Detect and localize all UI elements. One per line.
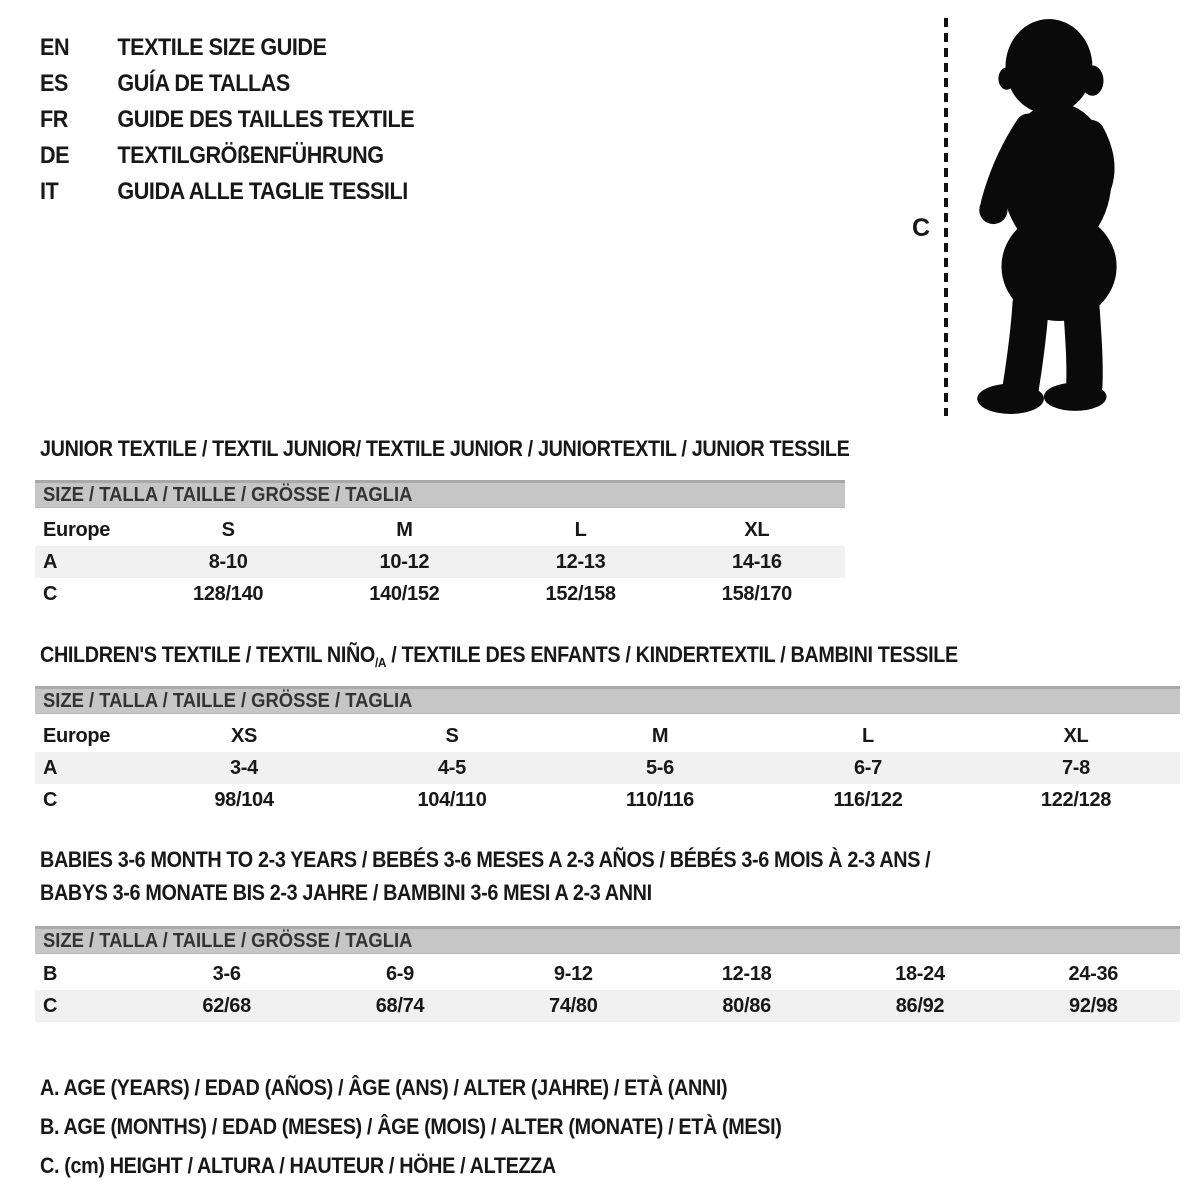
measure-legend <box>40 1068 864 1185</box>
months-value: 9-12 <box>553 962 593 985</box>
size-value: M <box>651 724 669 747</box>
babies-section-title-line2: BABYS 3-6 MONATE BIS 2-3 JAHRE / BAMBINI 3-6 MESI A 2-3 ANNI <box>40 880 652 905</box>
junior-size-table <box>35 480 845 610</box>
legend-age-years: A. AGE (YEARS) / EDAD (AÑOS) / ÂGE (ANS) / ALTER (JAHRE) / ETÀ (ANNI) <box>40 1074 728 1100</box>
height-value: 98/104 <box>214 788 274 811</box>
table-row-months <box>35 958 1180 990</box>
months-value: 6-9 <box>385 962 414 985</box>
months-value: 18-24 <box>895 962 945 985</box>
children-section-title <box>40 642 958 668</box>
height-value: 62/68 <box>202 994 251 1017</box>
row-label: C <box>43 994 58 1017</box>
size-value: S <box>445 724 459 747</box>
language-code: IT <box>40 178 59 205</box>
age-value: 10-12 <box>379 550 430 573</box>
language-title-list <box>40 30 456 210</box>
language-code: EN <box>40 34 70 61</box>
children-table-rows <box>35 720 1180 816</box>
months-value: 3-6 <box>212 962 241 985</box>
table-row-height <box>35 784 1180 816</box>
size-value: M <box>396 518 413 541</box>
row-label: A <box>43 550 58 573</box>
size-value: L <box>574 518 587 541</box>
language-code: DE <box>40 142 70 169</box>
language-code: FR <box>40 106 68 133</box>
height-value: 92/98 <box>1069 994 1118 1017</box>
age-value: 8-10 <box>208 550 248 573</box>
junior-table-rows <box>35 514 845 610</box>
age-value: 4-5 <box>437 756 466 779</box>
children-size-table <box>35 686 1180 816</box>
height-value: 74/80 <box>549 994 598 1017</box>
guide-title-it: GUIDA ALLE TAGLIE TESSILI <box>117 178 408 205</box>
language-code: ES <box>40 70 68 97</box>
language-row-it <box>40 174 414 210</box>
language-row-es <box>40 66 414 102</box>
guide-title-fr: GUIDE DES TAILLES TEXTILE <box>117 106 415 133</box>
row-label: A <box>43 756 58 779</box>
row-label: Europe <box>43 724 111 747</box>
children-title-pre: CHILDREN'S TEXTILE / TEXTIL NIÑO <box>40 642 375 667</box>
height-value: 158/170 <box>721 582 792 605</box>
months-value: 12-18 <box>721 962 772 985</box>
table-row-height <box>35 578 845 610</box>
age-value: 5-6 <box>645 756 674 779</box>
age-value: 6-7 <box>853 756 882 779</box>
language-row-fr <box>40 102 414 138</box>
height-value: 68/74 <box>375 994 425 1017</box>
size-value: XL <box>744 518 770 541</box>
height-value: 110/116 <box>626 788 694 811</box>
height-measure-dashed-line <box>944 18 948 416</box>
months-value: 24-36 <box>1068 962 1119 985</box>
height-value: 122/128 <box>1040 788 1112 811</box>
row-label: Europe <box>43 518 111 541</box>
size-header-label: SIZE / TALLA / TAILLE / GRÖSSE / TAGLIA <box>43 483 413 506</box>
size-header-bar <box>35 926 1180 954</box>
size-value: L <box>862 724 874 747</box>
row-label: B <box>43 962 58 985</box>
age-value: 7-8 <box>1061 756 1090 779</box>
language-row-en <box>40 30 414 66</box>
babies-section-title-line1: BABIES 3-6 MONTH TO 2-3 YEARS / BEBÉS 3-6 MESES A 2-3 AÑOS / BÉBÉS 3-6 MOIS À 2-3 ANS / <box>40 847 931 872</box>
size-value: S <box>221 518 235 541</box>
size-header-bar <box>35 480 845 508</box>
toddler-silhouette-image <box>966 14 1142 418</box>
size-value: XS <box>230 724 258 747</box>
height-value: 128/140 <box>193 582 264 605</box>
size-header-bar <box>35 686 1180 714</box>
row-label: C <box>43 582 58 605</box>
height-value: 80/86 <box>722 994 771 1017</box>
children-title-post: / TEXTILE DES ENFANTS / KINDERTEXTIL / BAMBINI TESSILE <box>386 642 958 667</box>
table-row-height <box>35 990 1180 1022</box>
height-value: 86/92 <box>895 994 945 1017</box>
guide-title-es: GUÍA DE TALLAS <box>117 70 290 97</box>
legend-height-cm: C. (cm) HEIGHT / ALTURA / HAUTEUR / HÖHE / ALTEZZA <box>40 1152 556 1178</box>
babies-size-table <box>35 926 1180 1022</box>
babies-table-rows <box>35 958 1180 1022</box>
size-header-label: SIZE / TALLA / TAILLE / GRÖSSE / TAGLIA <box>43 929 413 952</box>
guide-title-en: TEXTILE SIZE GUIDE <box>117 34 327 61</box>
height-value: 152/158 <box>545 582 616 605</box>
height-value: 104/110 <box>417 788 487 811</box>
size-header-label: SIZE / TALLA / TAILLE / GRÖSSE / TAGLIA <box>43 689 413 712</box>
guide-title-de: TEXTILGRÖßENFÜHRUNG <box>117 142 384 169</box>
height-measure-label: C <box>912 214 931 242</box>
table-row-age <box>35 752 1180 784</box>
age-value: 12-13 <box>555 550 606 573</box>
table-row-europe <box>35 720 1180 752</box>
size-value: XL <box>1063 724 1089 747</box>
height-value: 116/122 <box>833 788 903 811</box>
row-label: C <box>43 788 58 811</box>
height-value: 140/152 <box>369 582 440 605</box>
age-value: 3-4 <box>229 756 258 779</box>
legend-age-months: B. AGE (MONTHS) / EDAD (MESES) / ÂGE (MOIS) / ALTER (MONATE) / ETÀ (MESI) <box>40 1113 782 1139</box>
language-row-de <box>40 138 414 174</box>
junior-section-title: JUNIOR TEXTILE / TEXTIL JUNIOR/ TEXTILE JUNIOR / JUNIORTEXTIL / JUNIOR TESSILE <box>40 436 850 461</box>
age-value: 14-16 <box>732 550 782 573</box>
table-row-age <box>35 546 845 578</box>
table-row-europe <box>35 514 845 546</box>
children-title-subscript: /A <box>374 655 387 670</box>
